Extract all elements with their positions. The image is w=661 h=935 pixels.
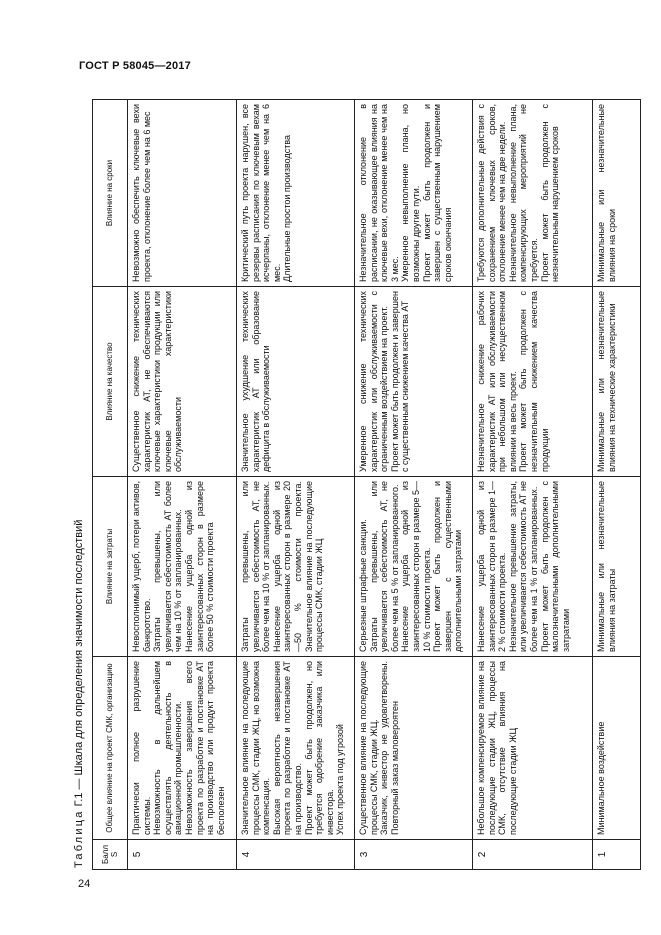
cell-paragraph: Значительное влияние на последующие процессы СМК, стадии ЖЦ, но возможна компенсация. bbox=[240, 661, 272, 835]
score-cell: 5 bbox=[128, 840, 237, 870]
cell-paragraph: Затраты превышены, или увеличивается себестоимость АТ, не более чем на 5 % от запланированного. bbox=[368, 481, 400, 652]
score-cell: 2 bbox=[473, 840, 593, 870]
cell-paragraph: Проект может быть продолжен, но требуется одобрение заказчика или инвестора. bbox=[303, 661, 335, 835]
header-score: Балл S bbox=[93, 840, 128, 870]
table-caption-word: Таблица bbox=[73, 809, 85, 868]
cell-paragraph: Невозможность в дальнейшем осуществлять деятельность в авиационной промышленности. bbox=[152, 661, 184, 835]
table-row bbox=[128, 100, 237, 870]
table-row bbox=[473, 100, 593, 870]
quality-impact-cell bbox=[473, 287, 593, 477]
cell-paragraph: Практически полное разрушение системы. bbox=[131, 661, 152, 835]
table-row bbox=[593, 100, 641, 870]
cell-paragraph: Невозможно обеспечить ключевые вехи проекта, отклонение более чем на 6 мес bbox=[131, 104, 152, 282]
page-number: 24 bbox=[78, 878, 91, 890]
cell-paragraph: Затраты превышены, или увеличивается себестоимость АТ более чем на 10 % от запланированных. bbox=[152, 481, 184, 652]
cell-paragraph: Минимальные или незначительные влияния на сроки bbox=[596, 104, 617, 282]
quality-impact-cell bbox=[355, 287, 473, 477]
quality-impact-cell bbox=[237, 287, 355, 477]
cell-paragraph: Успех проекта под угрозой bbox=[335, 724, 346, 835]
cell-paragraph: Незначительное отклонение в расписании, не оказывающее влияния на ключевые вехи, отклонение менее чем на 3 мес. bbox=[358, 104, 400, 282]
schedule-impact-cell bbox=[593, 100, 641, 287]
cell-paragraph: Незначительное снижение рабочих характеристик АТ или обслуживаемости при небольшом или несущественном влиянии на весь проект. bbox=[476, 291, 518, 472]
rotated-table-block bbox=[72, 90, 617, 870]
cell-paragraph: Умеренное невыполнение плана, но возможны другие пути. bbox=[400, 104, 421, 282]
cell-paragraph: Высокая вероятность незавершения проекта по разработке и постановке АТ на производство. bbox=[271, 661, 303, 835]
schedule-impact-cell bbox=[128, 100, 237, 287]
table-header-row bbox=[93, 100, 128, 870]
cell-paragraph: Проект может быть продолжен и завершен с существенными дополнительными затратами bbox=[432, 481, 464, 652]
schedule-impact-cell bbox=[355, 100, 473, 287]
cell-paragraph: Проект может быть продолжен с незначительным нарушением сроков bbox=[539, 104, 561, 282]
general-impact-cell bbox=[128, 657, 237, 840]
cell-paragraph: Невозможность завершения всего проекта по разработке и постановке АТ на производство или продукт проекта бесполезен bbox=[183, 661, 226, 835]
cell-paragraph: Проект может быть продолжен с малозначительными дополнительными затратами bbox=[539, 481, 571, 652]
cell-paragraph: Затраты превышены, или увеличивается себестоимость АТ, не более чем на 10 % от запланированных. bbox=[240, 481, 272, 652]
cell-paragraph: Нанесение ущерба одной из заинтересованных сторон в размере 20—50 % стоимости проекта. Значительное влияние на последующие процессы СМК, стадии ЖЦ bbox=[271, 481, 325, 652]
cost-impact-cell bbox=[237, 477, 355, 657]
table-caption-text: Г.1 — Шкала для определения значимости последствий bbox=[73, 519, 85, 810]
cost-impact-cell bbox=[473, 477, 593, 657]
cell-paragraph: Серьезные штрафные санкции. bbox=[358, 519, 368, 652]
cell-paragraph: Нанесение ущерба одной из заинтересованных сторон в размере 1—2 % стоимости проекта. bbox=[476, 481, 508, 652]
header-quality-impact: Влияние на качество bbox=[93, 287, 128, 477]
cell-paragraph: Проект может быть продолжен с незначительным снижением качества продукции bbox=[518, 291, 550, 472]
cell-paragraph: Незначительное превышение затраты, или увеличивается себестоимость АТ не более чем на 1 % от запланированных. bbox=[507, 481, 539, 652]
header-schedule-impact: Влияние на сроки bbox=[93, 100, 128, 287]
cell-paragraph: Минимальные или незначительные влияния на технические характеристики bbox=[596, 291, 617, 472]
cost-impact-cell bbox=[128, 477, 237, 657]
cell-paragraph: Проект может быть продолжен и завершен с существенным снижением качества АТ bbox=[389, 291, 411, 472]
table-caption bbox=[72, 90, 92, 870]
cell-paragraph: Проект может быть продолжен и завершен с существенным нарушением сроков окончания bbox=[421, 104, 453, 282]
quality-impact-cell bbox=[128, 287, 237, 477]
significance-scale-table bbox=[92, 99, 641, 870]
score-cell: 3 bbox=[355, 840, 473, 870]
table-row bbox=[237, 100, 355, 870]
cell-paragraph: Существенное влияние на последующие процессы СМК, стадии ЖЦ. bbox=[358, 661, 379, 835]
cell-paragraph: Существенное снижение технических характеристик АТ, не обеспечиваются ключевые характеристики продукции или ключевые характеристики обслуживаемости bbox=[131, 291, 184, 472]
cell-paragraph: Невосполнимый ущерб, потери активов, банкротство. bbox=[131, 481, 152, 652]
header-general-impact: Общее влияние на проект СМК, организацию bbox=[93, 657, 128, 840]
cost-impact-cell bbox=[355, 477, 473, 657]
cell-paragraph: Минимальные или незначительные влияния на затраты bbox=[596, 481, 617, 652]
table-row bbox=[355, 100, 473, 870]
header-cost-impact: Влияние на затраты bbox=[93, 477, 128, 657]
cell-paragraph: Минимальное воздействие bbox=[596, 721, 606, 835]
cell-paragraph: Умеренное снижение технических характеристик или обслуживаемости с ограниченным воздействием на проект. bbox=[358, 291, 390, 472]
general-impact-cell bbox=[355, 657, 473, 840]
general-impact-cell bbox=[473, 657, 593, 840]
cost-impact-cell bbox=[593, 477, 641, 657]
cell-paragraph: Заказчик, инвестор не удовлетворены. Повторный заказ маловероятен bbox=[379, 661, 400, 835]
general-impact-cell bbox=[593, 657, 641, 840]
schedule-impact-cell bbox=[473, 100, 593, 287]
cell-paragraph: Небольшое компенсируемое влияние на последующие стадии ЖЦ, процессы СМК, отсутствие влияния на последующие стадии ЖЦ bbox=[476, 661, 518, 835]
cell-paragraph: Нанесение ущерба одной из заинтересованных сторон в размере 5—10 % стоимости проекта. bbox=[400, 481, 432, 652]
schedule-impact-cell bbox=[237, 100, 355, 287]
cell-paragraph: Значительное ухудшение технических характеристик АТ или образование дефицита в обслуживаемости bbox=[240, 291, 272, 472]
cell-paragraph: Требуются дополнительные действия с сохранением ключевых сроков, отклонение менее чем на две недели. bbox=[476, 104, 508, 282]
cell-paragraph: Длительные простои производства bbox=[282, 134, 293, 282]
quality-impact-cell bbox=[593, 287, 641, 477]
cell-paragraph: Критический путь проекта нарушен, все резервы расписания по ключевым вехам исчерпаны, отклонение менее чем на 6 мес. bbox=[240, 104, 282, 282]
score-cell: 4 bbox=[237, 840, 355, 870]
cell-paragraph: Нанесение ущерба одной из заинтересованных сторон в размере более 50 % стоимости проекта bbox=[183, 481, 216, 652]
score-cell: 1 bbox=[593, 840, 641, 870]
cell-paragraph: Незначительное невыполнение плана, компенсирующих мероприятий не требуется. bbox=[507, 104, 539, 282]
general-impact-cell bbox=[237, 657, 355, 840]
standard-code: ГОСТ Р 58045—2017 bbox=[79, 60, 191, 72]
